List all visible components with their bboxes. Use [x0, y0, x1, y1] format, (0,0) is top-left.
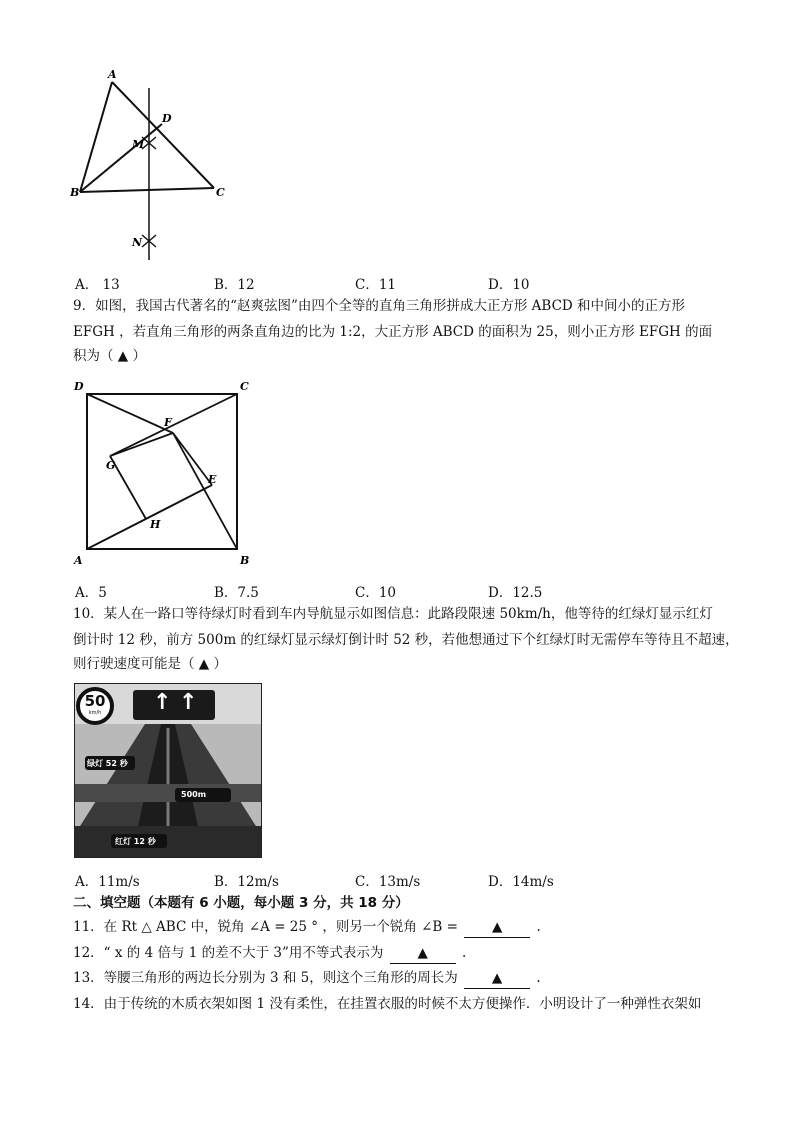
- section-2-title: 二、填空题（本题有 6 小题，每小题 3 分，共 18 分）: [73, 895, 409, 911]
- q8-label-m: M: [132, 138, 145, 151]
- up-arrow-icon: ↑: [153, 690, 172, 715]
- green-light-countdown: 绿灯 52 秒: [87, 759, 128, 768]
- q13-text: 13．等腰三角形的两边长分别为 3 和 5，则这个三角形的周长为: [73, 970, 458, 986]
- q8-label-d: D: [162, 112, 172, 125]
- q8-label-a: A: [108, 68, 117, 81]
- q11-suffix: .: [536, 919, 541, 935]
- q8-option-d: D．10: [488, 277, 530, 293]
- q9-label-g: G: [106, 459, 116, 472]
- q9-option-b: B．7.5: [214, 585, 259, 601]
- q11: [73, 917, 541, 938]
- q8-label-c: C: [216, 186, 225, 199]
- q9-label-a: A: [74, 554, 83, 566]
- q8-figure: [70, 68, 230, 268]
- q10-option-d: D．14m/s: [488, 874, 554, 890]
- q12: [73, 943, 466, 964]
- speed-limit-unit: km/h: [88, 710, 102, 716]
- q9-label-b: B: [240, 554, 250, 566]
- navigation-photo: [74, 683, 262, 858]
- q14-line-1: 14．由于传统的木质衣架如图 1 没有柔性，在挂置衣服的时候不太方便操作．小明设计了一种弹性衣架如: [73, 996, 702, 1012]
- red-light-countdown: 红灯 12 秒: [115, 837, 156, 846]
- q12-text: 12．“ x 的 4 倍与 1 的差不大于 3”用不等式表示为: [73, 945, 384, 961]
- q9-option-c: C．10: [355, 585, 397, 601]
- q9-option-a: A．5: [75, 585, 107, 601]
- up-arrow-icon: ↑: [179, 690, 198, 715]
- q10-line-2: 倒计时 12 秒，前方 500m 的红绿灯显示绿灯倒计时 52 秒，若他想通过下个红绿灯时无需停车等待且不超速，: [73, 632, 739, 648]
- q9-label-h: H: [150, 518, 161, 531]
- q9-line-1: 9．如图，我国古代著名的“赵爽弦图”由四个全等的直角三角形拼成大正方形 ABCD 和中间小的正方形: [73, 298, 686, 314]
- q12-answer-blank[interactable]: ▲: [390, 943, 456, 964]
- q9-label-c: C: [240, 380, 249, 393]
- q10-option-a: A．11m/s: [75, 874, 140, 890]
- q12-suffix: .: [462, 945, 467, 961]
- q9-line-2: EFGH ，若直角三角形的两条直角边的比为 1:2，大正方形 ABCD 的面积为 25，则小正方形 EFGH 的面: [73, 324, 713, 340]
- q9-line-3: 积为（ ▲ ）: [73, 348, 146, 364]
- q9-label-d: D: [74, 380, 84, 393]
- q11-text: 11．在 Rt △ ABC 中，锐角 ∠A = 25 ° ，则另一个锐角 ∠B =: [73, 919, 458, 935]
- q9-figure: [72, 376, 257, 566]
- q9-label-e: E: [208, 473, 217, 486]
- q10-option-b: B．12m/s: [214, 874, 279, 890]
- q8-label-n: N: [132, 236, 143, 249]
- q8-option-b: B．12: [214, 277, 255, 293]
- q13: [73, 968, 541, 989]
- q8-option-c: C．11: [355, 277, 397, 293]
- q13-answer-blank[interactable]: ▲: [464, 968, 530, 989]
- q10-line-1: 10．某人在一路口等待绿灯时看到车内导航显示如图信息：此路段限速 50km/h，他等待的红绿灯显示红灯: [73, 606, 713, 622]
- q8-label-b: B: [70, 186, 80, 199]
- q9-label-f: F: [164, 416, 172, 429]
- q9-option-d: D．12.5: [488, 585, 543, 601]
- q11-answer-blank[interactable]: ▲: [464, 917, 530, 938]
- q8-option-a: A． 13: [75, 277, 120, 293]
- speed-limit-value: 50: [84, 692, 106, 710]
- q10-option-c: C．13m/s: [355, 874, 421, 890]
- q10-line-3: 则行驶速度可能是（ ▲ ）: [73, 656, 227, 672]
- q13-suffix: .: [536, 970, 541, 986]
- distance-label: 500m: [181, 790, 207, 799]
